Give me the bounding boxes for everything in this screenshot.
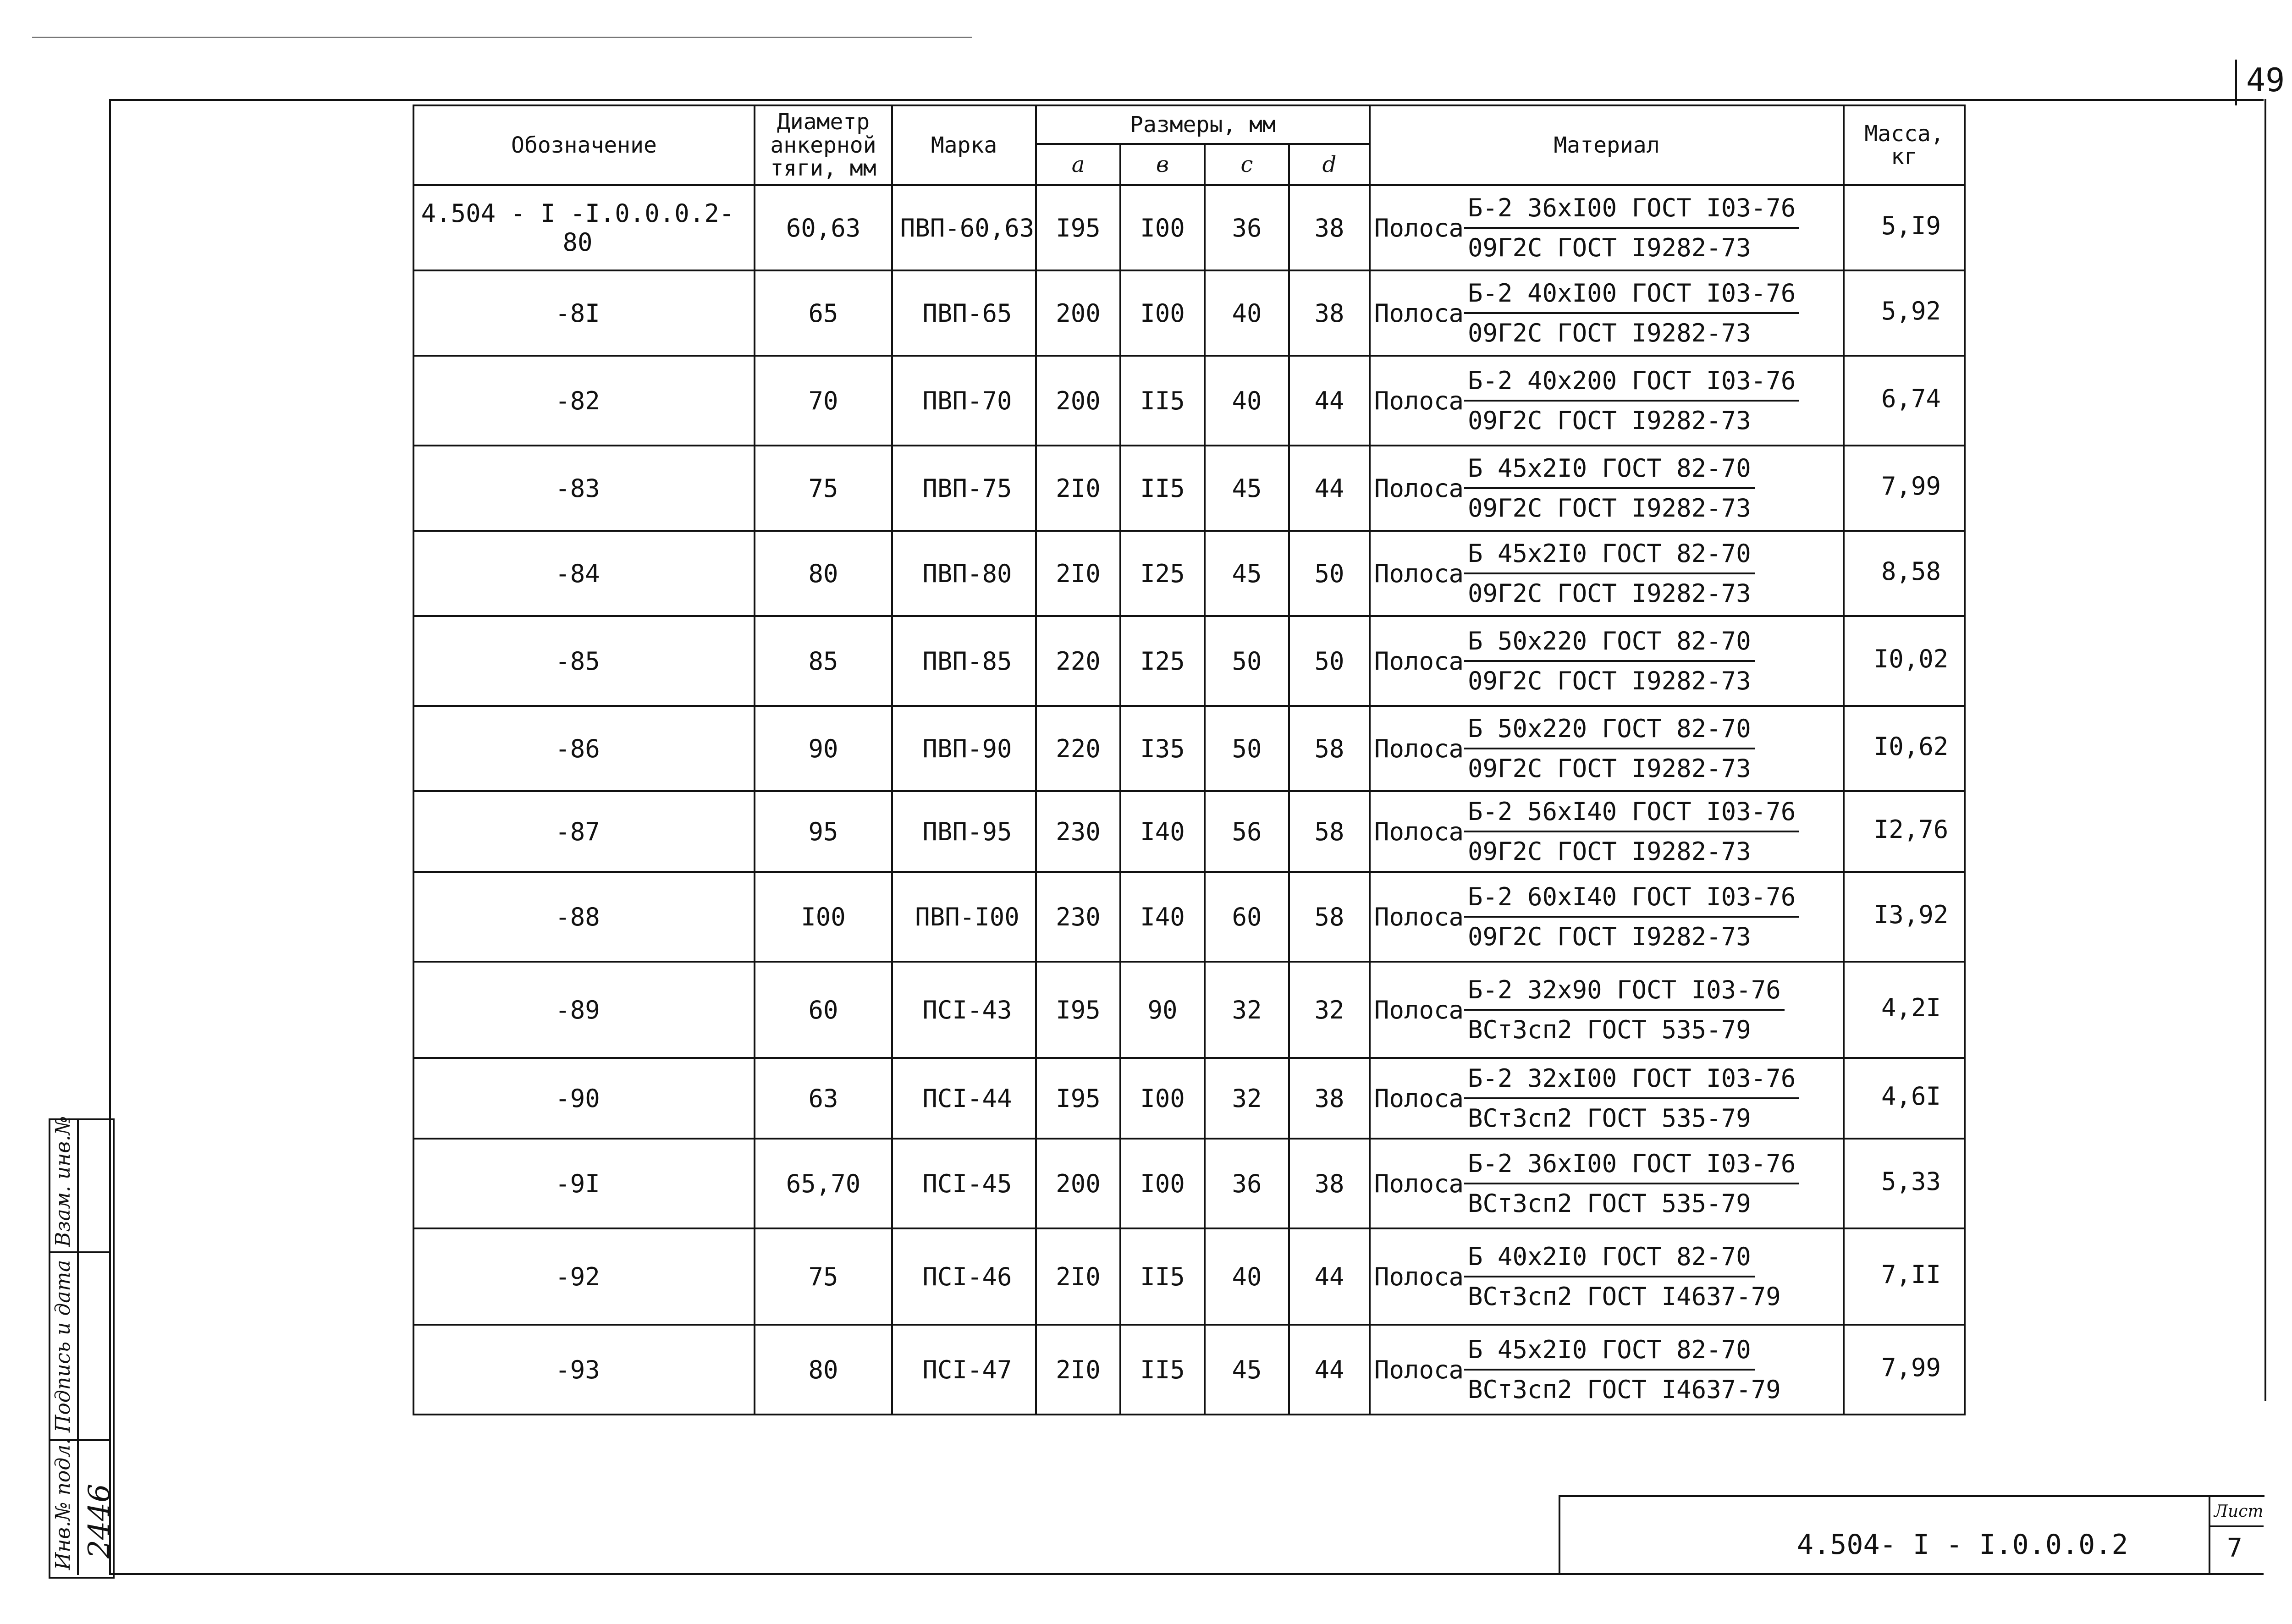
header-material: Материал xyxy=(1370,105,1844,185)
title-block-top-line xyxy=(1559,1495,2264,1497)
material-steel: ВСт3сп2 ГОСТ 535-79 xyxy=(1468,1189,1751,1218)
material-label: Полоса xyxy=(1374,1169,1464,1198)
material-label: Полоса xyxy=(1374,995,1464,1024)
top-border-line xyxy=(32,37,972,38)
header-designation: Обозначение xyxy=(413,105,755,185)
cell-dim-b: I00 xyxy=(1120,185,1205,270)
material-label: Полоса xyxy=(1374,559,1464,588)
sheet-label: Лист xyxy=(2214,1502,2264,1521)
cell-material xyxy=(1370,962,1844,1058)
cell-diameter: 90 xyxy=(755,706,892,791)
cell-material xyxy=(1370,791,1844,872)
material-label: Полоса xyxy=(1374,1355,1464,1384)
material-label: Полоса xyxy=(1374,1262,1464,1291)
cell-dim-c: 45 xyxy=(1205,531,1289,616)
side-stamp-sign-date: Подпись и дата xyxy=(51,1260,75,1432)
cell-material xyxy=(1370,872,1844,962)
cell-dim-c: 45 xyxy=(1205,1325,1289,1415)
material-steel: ВСт3сп2 ГОСТ 535-79 xyxy=(1468,1104,1751,1133)
cell-mass: 4,6I xyxy=(1844,1058,1965,1139)
cell-designation: -88 xyxy=(413,872,755,962)
material-steel: 09Г2С ГОСТ I9282-73 xyxy=(1468,579,1751,608)
cell-dim-b: I00 xyxy=(1120,1058,1205,1139)
document-code: 4.504- I - I.0.0.0.2 xyxy=(1797,1529,2128,1561)
frame-bottom-line xyxy=(109,1573,2264,1575)
material-steel: 09Г2С ГОСТ I9282-73 xyxy=(1468,319,1751,347)
cell-dim-d: 38 xyxy=(1289,1139,1370,1228)
sheet-number: 7 xyxy=(2227,1533,2242,1563)
cell-dim-b: I00 xyxy=(1120,1139,1205,1228)
title-block-sheet-line xyxy=(2209,1525,2264,1527)
cell-designation: -84 xyxy=(413,531,755,616)
material-label: Полоса xyxy=(1374,473,1464,503)
specification-body xyxy=(413,185,1965,1415)
cell-material xyxy=(1370,706,1844,791)
cell-dim-d: 50 xyxy=(1289,531,1370,616)
cell-designation: 4.504 - I -I.0.0.0.2-80 xyxy=(413,185,755,270)
table-row xyxy=(413,872,1965,962)
cell-diameter: 60 xyxy=(755,962,892,1058)
cell-material xyxy=(1370,185,1844,270)
cell-dim-a: 200 xyxy=(1036,356,1120,446)
title-block-sheet-divider xyxy=(2209,1495,2210,1575)
material-label: Полоса xyxy=(1374,817,1464,846)
table-row xyxy=(413,446,1965,531)
cell-mark: ПВП-95 xyxy=(892,791,1036,872)
cell-diameter: 70 xyxy=(755,356,892,446)
material-profile: Б 50х220 ГОСТ 82-70 xyxy=(1464,627,1755,662)
material-steel: ВСт3сп2 ГОСТ 535-79 xyxy=(1468,1015,1751,1044)
side-stamp-inv-orig: Инв.№ подл. xyxy=(51,1438,75,1570)
cell-dim-a: 220 xyxy=(1036,706,1120,791)
cell-mark: ПСI-47 xyxy=(892,1325,1036,1415)
cell-dim-b: II5 xyxy=(1120,1228,1205,1325)
frame-top-line xyxy=(109,99,2264,101)
material-profile: Б-2 32х90 ГОСТ I03-76 xyxy=(1464,975,1785,1011)
cell-diameter: 75 xyxy=(755,446,892,531)
frame-right-line xyxy=(2264,99,2266,1401)
table-row xyxy=(413,531,1965,616)
cell-mass: I2,76 xyxy=(1844,791,1965,872)
cell-dim-c: 45 xyxy=(1205,446,1289,531)
cell-material xyxy=(1370,531,1844,616)
cell-diameter: 60,63 xyxy=(755,185,892,270)
side-stamp-divider xyxy=(77,1118,79,1575)
material-profile: Б 45х2I0 ГОСТ 82-70 xyxy=(1464,1335,1755,1371)
cell-diameter: 80 xyxy=(755,1325,892,1415)
material-steel: 09Г2С ГОСТ I9282-73 xyxy=(1468,922,1751,951)
cell-dim-d: 44 xyxy=(1289,446,1370,531)
cell-diameter: 75 xyxy=(755,1228,892,1325)
material-label: Полоса xyxy=(1374,646,1464,676)
specification-table xyxy=(413,105,1966,1415)
table-row xyxy=(413,1058,1965,1139)
table-row xyxy=(413,1139,1965,1228)
material-profile: Б 45х2I0 ГОСТ 82-70 xyxy=(1464,539,1755,574)
cell-designation: -83 xyxy=(413,446,755,531)
cell-mark: ПВП-85 xyxy=(892,616,1036,706)
cell-dim-a: 2I0 xyxy=(1036,446,1120,531)
cell-mass: 4,2I xyxy=(1844,962,1965,1058)
material-profile: Б 45х2I0 ГОСТ 82-70 xyxy=(1464,454,1755,489)
cell-dim-a: I95 xyxy=(1036,962,1120,1058)
table-row xyxy=(413,791,1965,872)
cell-mark: ПВП-70 xyxy=(892,356,1036,446)
cell-designation: -9I xyxy=(413,1139,755,1228)
cell-dim-a: I95 xyxy=(1036,185,1120,270)
header-dim-b: в xyxy=(1120,144,1205,185)
table-row xyxy=(413,1228,1965,1325)
cell-mass: I0,02 xyxy=(1844,616,1965,706)
cell-mass: 6,74 xyxy=(1844,356,1965,446)
cell-material xyxy=(1370,1228,1844,1325)
cell-dim-b: II5 xyxy=(1120,446,1205,531)
cell-diameter: 85 xyxy=(755,616,892,706)
cell-dim-b: I25 xyxy=(1120,616,1205,706)
title-block-left-line xyxy=(1559,1495,1560,1575)
material-label: Полоса xyxy=(1374,213,1464,242)
cell-designation: -85 xyxy=(413,616,755,706)
cell-dim-b: I25 xyxy=(1120,531,1205,616)
cell-designation: -87 xyxy=(413,791,755,872)
material-label: Полоса xyxy=(1374,298,1464,328)
cell-dim-a: 2I0 xyxy=(1036,1325,1120,1415)
cell-mass: 5,92 xyxy=(1844,270,1965,356)
table-row xyxy=(413,616,1965,706)
table-row xyxy=(413,356,1965,446)
cell-dim-c: 32 xyxy=(1205,962,1289,1058)
table-row xyxy=(413,1325,1965,1415)
cell-dim-d: 44 xyxy=(1289,1228,1370,1325)
cell-diameter: 95 xyxy=(755,791,892,872)
cell-diameter: 80 xyxy=(755,531,892,616)
cell-dim-d: 58 xyxy=(1289,791,1370,872)
cell-dim-a: 230 xyxy=(1036,872,1120,962)
cell-dim-b: I35 xyxy=(1120,706,1205,791)
cell-mass: 7,II xyxy=(1844,1228,1965,1325)
table-row xyxy=(413,706,1965,791)
cell-designation: -93 xyxy=(413,1325,755,1415)
cell-mass: 5,I9 xyxy=(1844,185,1965,270)
cell-mark: ПСI-45 xyxy=(892,1139,1036,1228)
cell-mark: ПВП-75 xyxy=(892,446,1036,531)
cell-mark: ПСI-43 xyxy=(892,962,1036,1058)
cell-mark: ПВП-I00 xyxy=(892,872,1036,962)
cell-mass: 8,58 xyxy=(1844,531,1965,616)
material-profile: Б-2 36хI00 ГОСТ I03-76 xyxy=(1464,193,1799,229)
material-steel: 09Г2С ГОСТ I9282-73 xyxy=(1468,666,1751,695)
cell-dim-c: 50 xyxy=(1205,616,1289,706)
cell-dim-c: 36 xyxy=(1205,1139,1289,1228)
header-dim-d: d xyxy=(1289,144,1370,185)
header-mark: Марка xyxy=(892,105,1036,185)
cell-mark: ПСI-46 xyxy=(892,1228,1036,1325)
cell-dim-c: 36 xyxy=(1205,185,1289,270)
cell-mass: 7,99 xyxy=(1844,446,1965,531)
cell-dim-c: 60 xyxy=(1205,872,1289,962)
cell-material xyxy=(1370,1325,1844,1415)
cell-dim-a: 2I0 xyxy=(1036,1228,1120,1325)
cell-material xyxy=(1370,1058,1844,1139)
material-steel: ВСт3сп2 ГОСТ I4637-79 xyxy=(1468,1375,1781,1404)
cell-dim-b: I40 xyxy=(1120,872,1205,962)
side-stamp-vzam-inv: Взам. инв.№ xyxy=(51,1116,75,1247)
cell-diameter: 63 xyxy=(755,1058,892,1139)
cell-mark: ПВП-90 xyxy=(892,706,1036,791)
cell-dim-c: 50 xyxy=(1205,706,1289,791)
cell-material xyxy=(1370,616,1844,706)
material-profile: Б-2 40хI00 ГОСТ I03-76 xyxy=(1464,279,1799,314)
page-number-divider xyxy=(2235,60,2237,105)
cell-mass: 5,33 xyxy=(1844,1139,1965,1228)
table-row xyxy=(413,962,1965,1058)
material-label: Полоса xyxy=(1374,386,1464,415)
cell-diameter: 65 xyxy=(755,270,892,356)
material-steel: 09Г2С ГОСТ I9282-73 xyxy=(1468,406,1751,435)
page-number: 49 xyxy=(2246,61,2285,99)
header-dim-a: a xyxy=(1036,144,1120,185)
table-row xyxy=(413,270,1965,356)
material-steel: 09Г2С ГОСТ I9282-73 xyxy=(1468,494,1751,523)
cell-dim-d: 44 xyxy=(1289,356,1370,446)
cell-dim-a: 220 xyxy=(1036,616,1120,706)
cell-material xyxy=(1370,446,1844,531)
cell-dim-a: 2I0 xyxy=(1036,531,1120,616)
cell-dim-b: I40 xyxy=(1120,791,1205,872)
cell-mark: ПВП-60,63 xyxy=(892,185,1036,270)
cell-diameter: 65,70 xyxy=(755,1139,892,1228)
cell-dim-c: 40 xyxy=(1205,356,1289,446)
side-stamp-inv-handwritten: 2446 xyxy=(83,1484,116,1558)
cell-designation: -86 xyxy=(413,706,755,791)
header-mass: Масса, кг xyxy=(1844,105,1965,185)
cell-material xyxy=(1370,1139,1844,1228)
cell-dim-a: I95 xyxy=(1036,1058,1120,1139)
cell-dim-d: 38 xyxy=(1289,1058,1370,1139)
cell-mark: ПСI-44 xyxy=(892,1058,1036,1139)
cell-dim-b: 90 xyxy=(1120,962,1205,1058)
header-dimensions: Размеры, мм xyxy=(1036,105,1370,144)
cell-material xyxy=(1370,270,1844,356)
header-diameter: Диаметр анкерной тяги, мм xyxy=(755,105,892,185)
cell-dim-d: 44 xyxy=(1289,1325,1370,1415)
material-profile: Б-2 56хI40 ГОСТ I03-76 xyxy=(1464,797,1799,832)
cell-dim-b: I00 xyxy=(1120,270,1205,356)
cell-dim-d: 38 xyxy=(1289,270,1370,356)
material-label: Полоса xyxy=(1374,1084,1464,1113)
material-profile: Б 50х220 ГОСТ 82-70 xyxy=(1464,714,1755,749)
cell-dim-c: 32 xyxy=(1205,1058,1289,1139)
cell-dim-c: 40 xyxy=(1205,270,1289,356)
cell-dim-d: 50 xyxy=(1289,616,1370,706)
cell-dim-b: II5 xyxy=(1120,356,1205,446)
cell-dim-a: 200 xyxy=(1036,270,1120,356)
material-steel: 09Г2С ГОСТ I9282-73 xyxy=(1468,837,1751,866)
cell-dim-c: 56 xyxy=(1205,791,1289,872)
cell-dim-d: 38 xyxy=(1289,185,1370,270)
cell-mass: I3,92 xyxy=(1844,872,1965,962)
side-stamp-row-line-1 xyxy=(49,1251,111,1253)
material-label: Полоса xyxy=(1374,734,1464,763)
material-steel: 09Г2С ГОСТ I9282-73 xyxy=(1468,754,1751,783)
cell-diameter: I00 xyxy=(755,872,892,962)
cell-mark: ПВП-65 xyxy=(892,270,1036,356)
material-steel: ВСт3сп2 ГОСТ I4637-79 xyxy=(1468,1282,1781,1311)
material-steel: 09Г2С ГОСТ I9282-73 xyxy=(1468,233,1751,262)
material-profile: Б-2 32хI00 ГОСТ I03-76 xyxy=(1464,1064,1799,1099)
cell-dim-a: 200 xyxy=(1036,1139,1120,1228)
cell-designation: -89 xyxy=(413,962,755,1058)
cell-dim-d: 58 xyxy=(1289,872,1370,962)
table-row xyxy=(413,185,1965,270)
cell-designation: -8I xyxy=(413,270,755,356)
cell-dim-d: 58 xyxy=(1289,706,1370,791)
cell-designation: -92 xyxy=(413,1228,755,1325)
cell-designation: -90 xyxy=(413,1058,755,1139)
material-profile: Б-2 40х200 ГОСТ I03-76 xyxy=(1464,366,1799,402)
cell-mark: ПВП-80 xyxy=(892,531,1036,616)
material-profile: Б 40х2I0 ГОСТ 82-70 xyxy=(1464,1242,1755,1277)
cell-designation: -82 xyxy=(413,356,755,446)
cell-material xyxy=(1370,356,1844,446)
cell-mass: I0,62 xyxy=(1844,706,1965,791)
header-dim-c: c xyxy=(1205,144,1289,185)
cell-mass: 7,99 xyxy=(1844,1325,1965,1415)
cell-dim-a: 230 xyxy=(1036,791,1120,872)
material-label: Полоса xyxy=(1374,902,1464,931)
material-profile: Б-2 36хI00 ГОСТ I03-76 xyxy=(1464,1149,1799,1184)
cell-dim-b: II5 xyxy=(1120,1325,1205,1415)
cell-dim-c: 40 xyxy=(1205,1228,1289,1325)
cell-dim-d: 32 xyxy=(1289,962,1370,1058)
material-profile: Б-2 60хI40 ГОСТ I03-76 xyxy=(1464,882,1799,918)
